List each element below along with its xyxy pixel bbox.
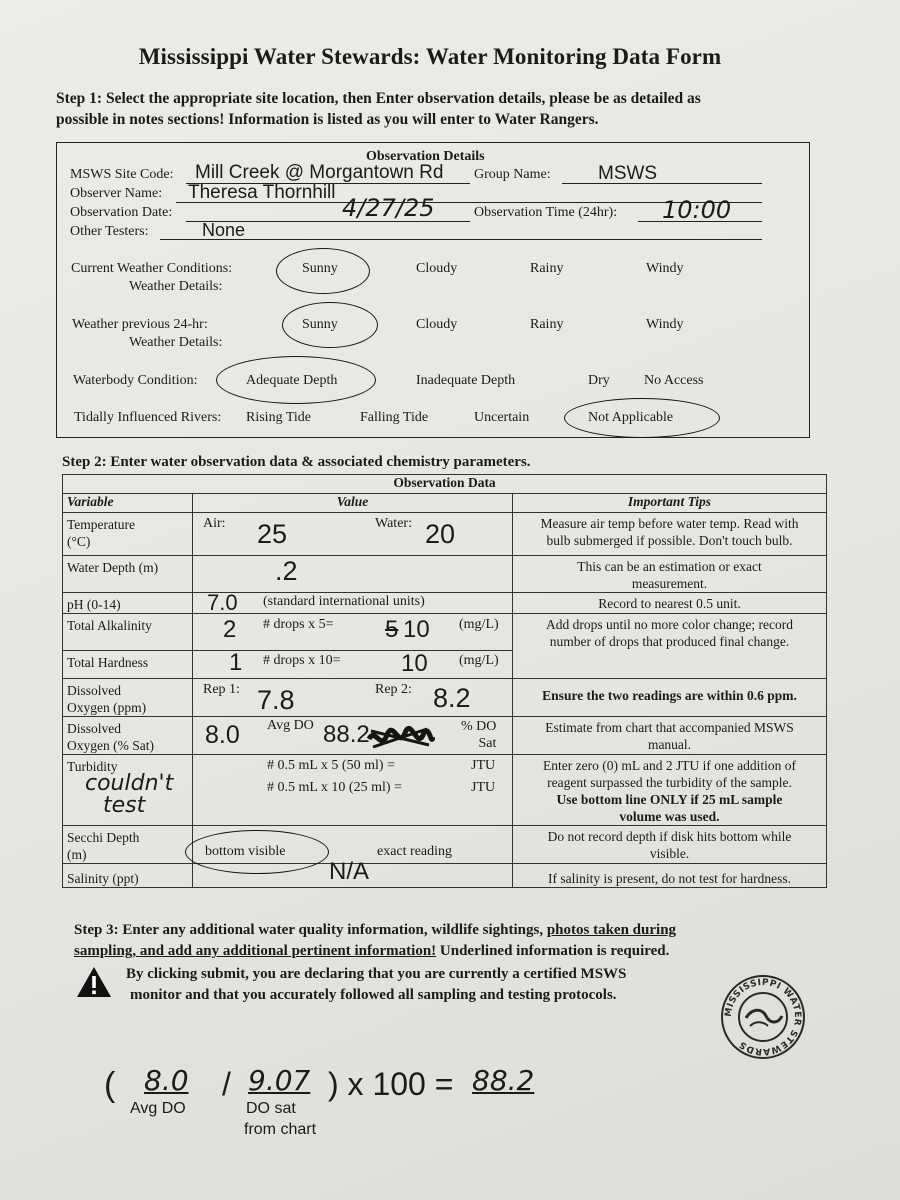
secchi-row (63, 826, 827, 864)
turbidity-unit1: JTU (471, 758, 496, 773)
hardness-result[interactable]: 10 (401, 650, 428, 677)
temperature-row (63, 513, 827, 556)
rep2-value[interactable]: 8.2 (433, 683, 471, 713)
step2-instructions: Step 2: Enter water observation data & associated chemistry parameters. (62, 454, 531, 470)
calc-do-sat-value: 9.07 (248, 1064, 311, 1097)
prev-weather-cloudy[interactable]: Cloudy (416, 317, 458, 332)
waterbody-condition-label: Waterbody Condition: (73, 373, 198, 388)
do-sat-value[interactable]: 88.2 (323, 721, 370, 748)
rep1-value[interactable]: 7.8 (257, 685, 295, 715)
observation-details-heading: Observation Details (366, 149, 485, 164)
step1-line1: Step 1: Select the appropriate site location, then Enter observation details, please be as detailed as (56, 90, 701, 107)
variable-column-header: Variable (63, 494, 193, 513)
observation-time-value[interactable]: 10:00 (662, 196, 732, 224)
group-name-label: Group Name: (474, 167, 551, 182)
salinity-value[interactable]: N/A (329, 858, 370, 885)
tidal-rising-tide[interactable]: Rising Tide (246, 410, 311, 425)
avg-do-label: Avg DO (267, 718, 314, 733)
mississippi-water-stewards-seal (720, 974, 806, 1060)
tidal-uncertain[interactable]: Uncertain (474, 410, 530, 425)
hardness-formula: # drops x 10= (263, 653, 341, 668)
waterbody-no-access[interactable]: No Access (644, 373, 704, 388)
water-temp-value[interactable]: 20 (425, 519, 456, 549)
scribble-mark (365, 725, 435, 751)
prev-weather-windy[interactable]: Windy (646, 317, 684, 332)
hardness-units: (mg/L) (459, 653, 499, 668)
step3-instructions: Step 3: Enter any additional water quality information, wildlife sightings, photos taken during sampling, and add any additional pertinent information! Underlined information is required. (74, 922, 677, 959)
group-name-line (562, 183, 762, 184)
tidal-not-applicable[interactable]: Not Applicable (588, 410, 674, 425)
do-ppm-tip: Ensure the two readings are within 0.6 ppm. (513, 679, 827, 717)
tidal-rivers-label: Tidally Influenced Rivers: (74, 410, 222, 425)
form-title: Mississippi Water Stewards: Water Monitoring Data Form (138, 44, 722, 69)
observation-data-table (62, 474, 827, 888)
tidal-falling-tide[interactable]: Falling Tide (360, 410, 429, 425)
rep1-label: Rep 1: (203, 682, 240, 697)
ph-value[interactable]: 7.0 (207, 590, 238, 615)
salinity-value-cell[interactable] (193, 858, 513, 888)
calc-slash: / (222, 1066, 231, 1102)
group-name-value[interactable]: MSWS (598, 163, 658, 184)
avg-do-value[interactable]: 8.0 (205, 721, 240, 749)
current-weather-rainy[interactable]: Rainy (530, 261, 564, 276)
waterbody-selection-circle (216, 356, 376, 404)
alkalinity-hardness-tip: Add drops until no more color change; record number of drops that produced final change. (513, 614, 827, 679)
turbidity-line1: # 0.5 mL x 5 (50 ml) = (267, 758, 395, 773)
step1-instructions (56, 88, 701, 130)
air-temp-value[interactable]: 25 (257, 519, 288, 549)
prev-weather-selection-circle (282, 302, 378, 348)
do-ppm-variable: Dissolved Oxygen (ppm) (63, 679, 193, 717)
water-depth-row (63, 556, 827, 593)
alkalinity-variable: Total Alkalinity (63, 614, 193, 651)
alkalinity-result[interactable]: 10 (403, 616, 430, 643)
prev-weather-rainy[interactable]: Rainy (530, 317, 564, 332)
salinity-row (63, 864, 827, 888)
alkalinity-value-cell[interactable] (193, 614, 513, 651)
current-weather-cloudy[interactable]: Cloudy (416, 261, 458, 276)
turbidity-note-line1: couldn't (85, 771, 174, 796)
secchi-bottom-visible[interactable]: bottom visible (205, 844, 286, 859)
prev-weather-label: Weather previous 24-hr: (72, 317, 208, 332)
waterbody-dry[interactable]: Dry (588, 373, 610, 388)
calc-from-chart-label: from chart (244, 1121, 317, 1138)
waterbody-adequate-depth[interactable]: Adequate Depth (246, 373, 338, 388)
observation-date-label: Observation Date: (70, 205, 173, 220)
current-weather-label: Current Weather Conditions: (71, 261, 233, 276)
air-temp-label: Air: (203, 516, 226, 531)
salinity-variable: Salinity (ppt) (63, 864, 193, 888)
water-depth-value[interactable]: .2 (275, 556, 298, 586)
other-testers-line (160, 239, 762, 240)
calc-open-paren: ( (104, 1066, 116, 1104)
svg-text:MISSISSIPPI WATER STEWARDS: MISSISSIPPI WATER STEWARDS (723, 977, 803, 1057)
turbidity-tip: Enter zero (0) mL and 2 JTU if one addition of reagent surpassed the turbidity of the sample. Use bottom line ONLY if 25 mL sample volume was used. (513, 755, 827, 826)
warning-icon (76, 966, 112, 998)
rep2-label: Rep 2: (375, 682, 412, 697)
hardness-drops[interactable]: 1 (229, 649, 243, 676)
observation-date-value[interactable]: 4/27/25 (342, 194, 435, 222)
observer-name-value[interactable]: Theresa Thornhill (188, 182, 336, 203)
calc-result: 88.2 (472, 1064, 535, 1097)
calc-avg-do-value: 8.0 (144, 1064, 189, 1097)
calc-do-sat-label: DO sat (246, 1100, 296, 1117)
alkalinity-result-struck: 5 (385, 616, 399, 643)
other-testers-label: Other Testers: (70, 224, 149, 239)
current-weather-details-label: Weather Details: (129, 279, 223, 294)
observation-data-heading: Observation Data (63, 475, 827, 494)
value-column-header: Value (193, 494, 513, 513)
certification-warning: By clicking submit, you are declaring that you are currently a certified MSWS monitor and that you accurately followed all sampling and testing protocols. (126, 966, 627, 1003)
secchi-exact-reading[interactable]: exact reading (377, 844, 453, 859)
tidal-selection-circle (564, 398, 720, 438)
ph-tip: Record to nearest 0.5 unit. (513, 593, 827, 614)
current-weather-sunny[interactable]: Sunny (302, 261, 338, 276)
other-testers-value[interactable]: None (202, 220, 246, 240)
calc-multiplier: ) x 100 = (328, 1066, 454, 1102)
salinity-tip: If salinity is present, do not test for hardness. (513, 864, 827, 888)
do-sat-tip: Estimate from chart that accompanied MSWS manual. (513, 717, 827, 755)
ph-variable: pH (0-14) (63, 593, 193, 614)
do-ppm-value-cell[interactable] (193, 679, 513, 717)
observation-time-label: Observation Time (24hr): (474, 205, 618, 220)
turbidity-line2: # 0.5 mL x 10 (25 ml) = (267, 780, 402, 795)
turbidity-variable: Turbidity couldn't test (63, 755, 193, 826)
alkalinity-drops[interactable]: 2 (223, 616, 237, 643)
temperature-tip: Measure air temp before water temp. Read with bulb submerged if possible. Don't touch bulb. (513, 513, 827, 556)
prev-weather-details-label: Weather Details: (129, 335, 223, 350)
current-weather-windy[interactable]: Windy (646, 261, 684, 276)
observer-name-label: Observer Name: (70, 186, 163, 201)
secchi-tip: Do not record depth if disk hits bottom while visible. (513, 826, 827, 864)
prev-weather-sunny[interactable]: Sunny (302, 317, 338, 332)
water-depth-variable: Water Depth (m) (63, 556, 193, 593)
do-sat-units: % DO Sat (461, 719, 497, 751)
water-depth-tip: This can be an estimation or exact measurement. (513, 556, 827, 593)
temperature-value-cell[interactable] (193, 513, 513, 556)
do-ppm-row (63, 679, 827, 717)
do-sat-row (63, 717, 827, 755)
hardness-value-cell[interactable] (193, 651, 513, 679)
site-code-label: MSWS Site Code: (70, 167, 174, 182)
turbidity-unit2: JTU (471, 780, 496, 795)
step1-line2: possible in notes sections! Information is listed as you will enter to Water Rangers. (56, 111, 599, 128)
turbidity-row (63, 755, 827, 826)
turbidity-value-cell[interactable] (193, 755, 513, 826)
current-weather-selection-circle (276, 248, 370, 294)
alkalinity-row (63, 614, 827, 651)
temperature-variable: Temperature (°C) (63, 513, 193, 556)
water-temp-label: Water: (375, 516, 412, 531)
site-code-value[interactable]: Mill Creek @ Morgantown Rd (195, 162, 444, 183)
do-sat-value-cell[interactable] (193, 717, 513, 755)
tips-column-header: Important Tips (513, 494, 827, 513)
hardness-variable: Total Hardness (63, 651, 193, 679)
secchi-variable: Secchi Depth (m) (63, 826, 193, 864)
water-depth-value-cell[interactable] (193, 556, 513, 593)
alkalinity-formula: # drops x 5= (263, 617, 334, 632)
ph-value-cell[interactable] (193, 590, 513, 615)
alkalinity-units: (mg/L) (459, 617, 499, 632)
ph-row (63, 593, 827, 614)
waterbody-inadequate-depth[interactable]: Inadequate Depth (416, 373, 516, 388)
ph-units: (standard international units) (263, 594, 425, 609)
turbidity-note-line2: test (103, 793, 146, 818)
do-sat-variable: Dissolved Oxygen (% Sat) (63, 717, 193, 755)
calc-avg-do-label: Avg DO (130, 1100, 186, 1117)
